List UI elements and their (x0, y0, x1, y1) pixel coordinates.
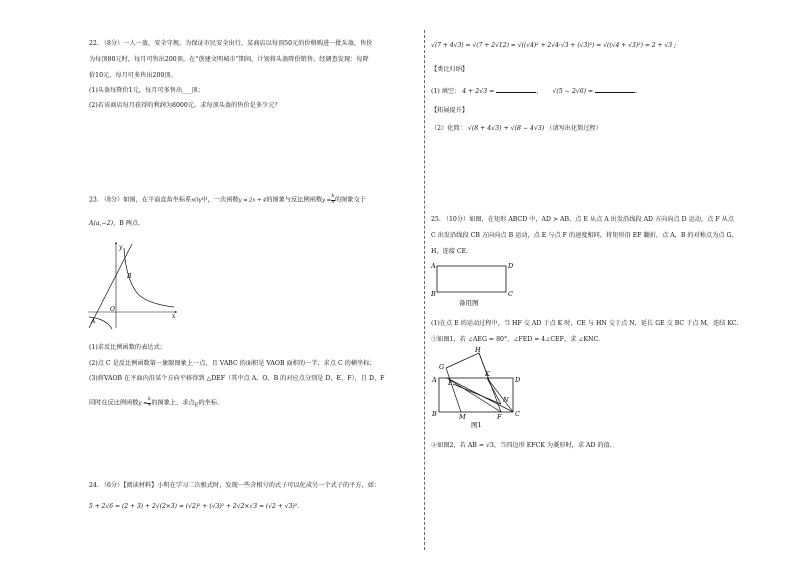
q23-sub3b-e: E (194, 402, 199, 409)
fig1-label-b: B (432, 410, 437, 418)
q24-formula: 5 + 2√6 = (2 + 3) + 2√(2×3) = (√2)² + (√3)² + 2√2×√3 = (√2 + √3)². (89, 503, 300, 510)
rect-label-a: A (431, 262, 436, 270)
folded-edge-g-h (446, 353, 487, 374)
q23-intro-2 (89, 220, 140, 228)
fill-a-blank[interactable] (496, 87, 536, 93)
simplify-line (431, 125, 602, 133)
q25-line3: H，连接 CE. (431, 248, 469, 255)
fig1-label-g: G (439, 363, 445, 371)
fill-label: (1) 填空： (431, 88, 461, 95)
fig1-label-f: F (497, 413, 502, 421)
simplify-note: （请写出化简过程） (546, 125, 602, 132)
q23-intro-b: 中，一次函数 (201, 196, 239, 204)
q25-sub1a: ①如图1，若 ∠AEG = 80°，∠FED = 4∠CEF，求 ∠KNC. (431, 336, 601, 343)
simplify-expr: √(8 + 4√3) + √(8 − 4√3) (467, 125, 545, 132)
q23-sub3b-c: 的坐标. (198, 399, 219, 407)
q23-sub3b (89, 398, 219, 410)
rect-label-d: D (508, 262, 514, 270)
fill-a-expr: 4 + 2√3 = (462, 88, 495, 95)
fig1-caption: 图1 (471, 421, 482, 428)
fig-label-o: O (110, 306, 115, 313)
q23-inverse-fraction: $\frac{k}{x}$ (331, 194, 335, 205)
fig-label-x: x (172, 313, 176, 320)
q23-inverse-lhs: y = (322, 197, 331, 204)
rect-label-c: C (508, 290, 513, 298)
spare-caption: 备用图 (459, 299, 479, 307)
q23-intro-d: 的图象交于 (334, 196, 366, 204)
q25-line1: 25. （10分）如图，在矩形 ABCD 中，AD > AB，点 E 从点 A 出发沿线段 AD 方向向点 D 运动，点 F 从点 (431, 216, 734, 223)
q23-intro-c: 的图象与反比例函数 (266, 196, 323, 204)
fig1-label-h: H (475, 346, 481, 354)
q22-line2: 为每顶80元时，每月可售出200顶。在“创建文明城市”期间，计划将头盔降价销售。经调查发现：每降 (89, 56, 369, 63)
q25-sub2: ②如图2，若 AB = √3，当四边形 EFCK 为菱形时，求 AD 的值. (431, 442, 612, 449)
q23-intro (89, 195, 366, 205)
fig-label-a: A (91, 318, 96, 325)
q23-sub3b-b: 的图象上，求点 (151, 399, 195, 407)
fig1-label-k: K (485, 370, 490, 378)
q22-line3: 价10元，每月可多售出200顶。 (89, 72, 177, 79)
q23-graph (86, 240, 181, 330)
q23-sub3b-a: 同时在反比例函数 (89, 399, 139, 407)
fill-blank-line: (1) 填空： 4 + 2√3 = ， √(5 − 2√6) = . (431, 88, 638, 95)
rect-label-b: B (431, 290, 436, 298)
q23-sub3b-inverse-lhs: y = (138, 400, 148, 407)
q25-line2: C 出发沿线段 CB 方向向点 B 运动，点 E 与点 F 的速度相同，将矩形沿 EF 翻折，点 A，B 的对称点为点 G， (431, 232, 738, 239)
fig1-label-m: M (459, 413, 466, 421)
q24-intro: 24. （6分）【阅读材料】小明在学习二次根式时，发现一些含根号的式子可以化成另一个式子的平方，如： (89, 482, 381, 489)
q23-intro-a: 23. （8分）如图，在平面直角坐标系 (89, 196, 192, 204)
fig-label-b: B (127, 273, 132, 280)
q22-line1: 22. （8分）一人一盔，安全守规。为保证市民安全出行，某商店以每顶50元的价格购进一批头盔，售价 (89, 40, 373, 47)
heading-extension: 【拓展提升】 (431, 107, 469, 114)
fig1-label-n: N (503, 396, 509, 404)
q23-sub3b-fraction: $\frac{k}{x}$ (147, 397, 151, 408)
linear-function-line (89, 244, 132, 328)
q23-sub3a: (3)将VAOB 在平面内沿某个方向平移得到 △DEF（其中点 A、O、B 的对应点分别是 D、E、F），且 D、F (89, 375, 385, 382)
q22-sub1: (1)头盔每降价1元，每月可多售出___顶； (89, 87, 204, 94)
q23-linear-function: y = 2x + 4 (238, 197, 267, 204)
q23-sub1: (1)求反比例函数的表达式； (89, 344, 166, 351)
fill-b-expr: √(5 − 2√6) = (552, 88, 594, 95)
rectangle-abcd (437, 266, 506, 292)
q23-sub2: (2)点 C 是反比例函数第一象限图象上一点，且 VABC 的面积是 VAOB 面积的一半，求点 C 的横坐标； (89, 360, 376, 367)
right-column (427, 0, 800, 566)
right-top-formula: √(7 + 4√3) = √(7 + 2√12) = √((√4)² + 2√4·√3 + (√3)²) = √((√4 + √3)²) = 2 + √3 ; (431, 42, 677, 49)
fill-b-blank[interactable] (595, 87, 635, 93)
fig1-label-c: C (515, 410, 520, 418)
fig1-label-d: D (515, 376, 521, 384)
heading-analogy: 【类比归纳】 (431, 66, 469, 73)
fig1-label-a: A (432, 376, 437, 384)
q23-xoy: xOy (191, 197, 202, 204)
q23-intro-e: ，B 两点. (113, 220, 141, 227)
q23-point-a: A(a,−2) (89, 220, 114, 227)
q25-figure-1 (429, 344, 529, 428)
simplify-label: （2）化简： (431, 125, 466, 132)
hyperbola-branch-q1 (124, 248, 174, 307)
fig-label-y: y (119, 244, 123, 251)
fig1-label-e: E (448, 379, 453, 387)
q25-spare-figure (429, 258, 519, 310)
q25-sub1: (1)在点 E 的运动过程中，当 HF 交 AD 于点 K 时，CE 与 HN 交于点 N，延长 GE 交 BC 于点 M，连结 KC. (431, 320, 739, 327)
q22-sub2: (2)若该商店每月获得的利润为8000元，求每顶头盔的售价是多少元？ (89, 102, 281, 109)
